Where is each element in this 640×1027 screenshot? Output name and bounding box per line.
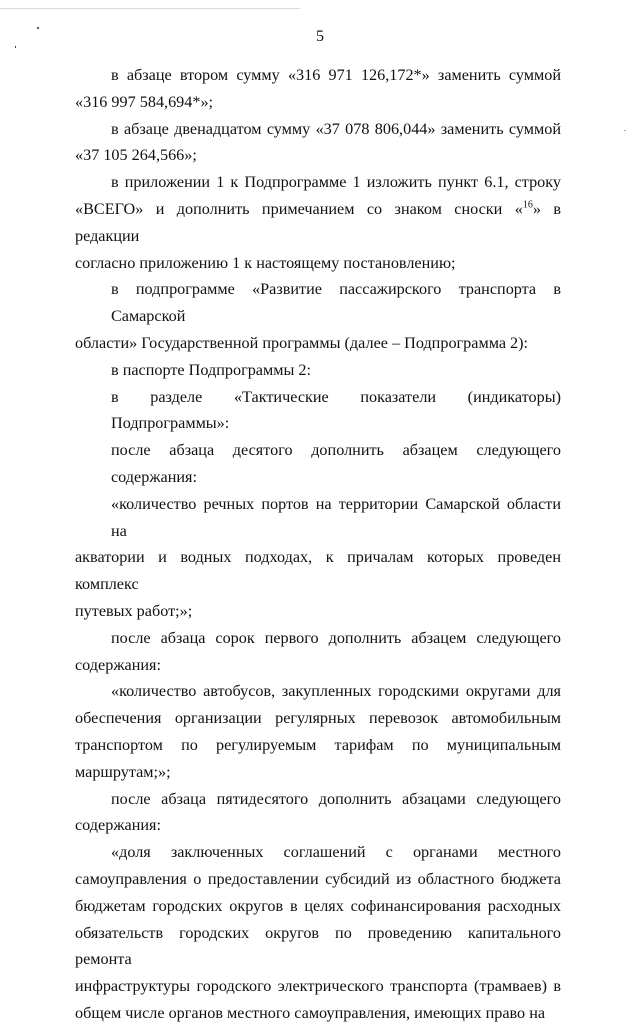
text-line: «количество автобусов, закупленных городскими округами для bbox=[111, 682, 561, 701]
scan-speck bbox=[15, 46, 16, 48]
paragraph bbox=[75, 169, 561, 276]
text-line: «доля заключенных соглашений с органами местного bbox=[111, 843, 561, 862]
text-line: после абзаца десятого дополнить абзацем следующего содержания: bbox=[111, 441, 561, 486]
text-line: инфраструктуры городского электрического транспорта (трамваев) в bbox=[75, 977, 561, 996]
paragraph bbox=[75, 384, 561, 438]
text-line: бюджетам городских округов в целях софинансирования расходных bbox=[75, 896, 561, 915]
text-line: в абзаце двенадцатом сумму «37 078 806,044» заменить суммой bbox=[111, 119, 561, 138]
text-line: области» Государственной программы (далее – Подпрограмма 2): bbox=[75, 333, 529, 352]
text-line: «ВСЕГО» и дополнить примечанием со знаком сноски «$^{16}$» в редакции bbox=[75, 199, 561, 245]
text-line: согласно приложению 1 к настоящему постановлению; bbox=[75, 253, 456, 272]
text-line: путевых работ;»; bbox=[75, 601, 193, 620]
footnote-mark: 16 bbox=[522, 199, 533, 211]
text-line: содержания: bbox=[75, 655, 161, 674]
text-line: в разделе «Тактические показатели (индикаторы) Подпрограммы»: bbox=[111, 387, 561, 433]
text-line: обязательств городских округов по проведению капитального ремонта bbox=[75, 923, 561, 969]
page-number: 5 bbox=[316, 28, 324, 45]
text-line: «количество речных портов на территории Самарской области на bbox=[111, 494, 561, 540]
text-line: содержания: bbox=[75, 816, 161, 835]
scan-edge-line bbox=[0, 8, 300, 9]
document-body bbox=[75, 62, 561, 1027]
text-line: обеспечения организации регулярных перевозок автомобильным bbox=[75, 709, 561, 728]
text-line: «316 997 584,694*»; bbox=[75, 92, 214, 111]
scan-speck bbox=[624, 130, 626, 131]
text-line: транспортом по регулируемым тарифам по муниципальным маршрутам;»; bbox=[75, 735, 561, 781]
paragraph bbox=[75, 839, 561, 1027]
text-line: акватории и водных подходах, к причалам которых проведен комплекс bbox=[75, 548, 561, 594]
text-line: самоуправления о предоставлении субсидий из областного бюджета bbox=[75, 869, 561, 888]
text-line: после абзаца сорок первого дополнить абзацем следующего bbox=[111, 628, 561, 647]
text-line: в подпрограмме «Развитие пассажирского транспорта в Самарской bbox=[111, 280, 561, 326]
paragraph bbox=[75, 786, 561, 840]
text-line: в абзаце втором сумму «316 971 126,172*» заменить суммой bbox=[111, 66, 561, 84]
paragraph bbox=[75, 116, 561, 170]
paragraph bbox=[75, 357, 561, 384]
paragraph bbox=[75, 437, 561, 491]
text-line: общем числе органов местного самоуправления, имеющих право на bbox=[75, 1003, 546, 1022]
text-line: в приложении 1 к Подпрограмме 1 изложить пункт 6.1, строку bbox=[111, 173, 561, 192]
paragraph bbox=[75, 678, 561, 785]
text-line: после абзаца пятидесятого дополнить абзацами следующего bbox=[111, 789, 561, 808]
text-line: «37 105 264,566»; bbox=[75, 146, 197, 165]
text-line: в паспорте Подпрограммы 2: bbox=[111, 360, 311, 379]
paragraph bbox=[75, 625, 561, 679]
paragraph bbox=[75, 276, 561, 356]
paragraph bbox=[75, 491, 561, 625]
paragraph bbox=[75, 62, 561, 116]
